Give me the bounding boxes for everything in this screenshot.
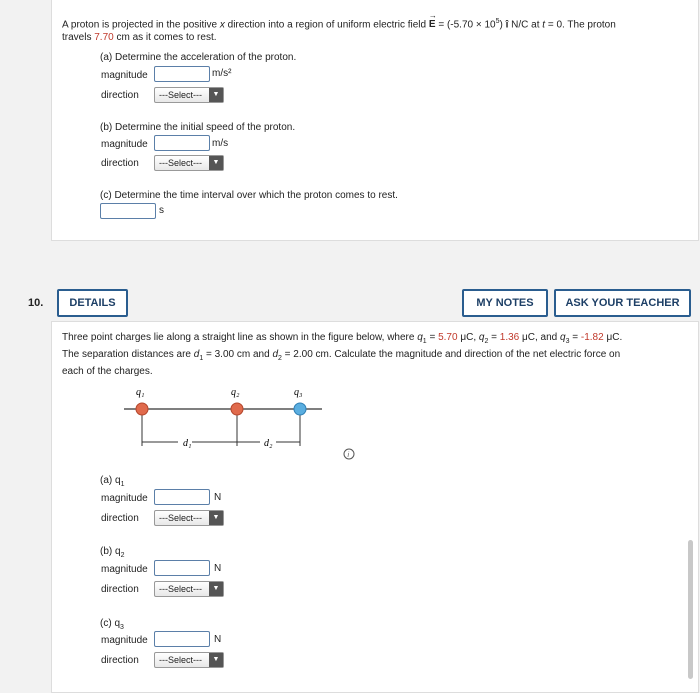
problem-9-text-line2: travels 7.70 cm as it comes to rest. (62, 32, 217, 43)
magnitude-label: magnitude (101, 70, 148, 81)
question-number: 10. (28, 297, 44, 309)
distance-value: 7.70 (94, 32, 114, 43)
problem-10-text-line3: each of the charges. (62, 366, 153, 377)
part-c-title: (c) Determine the time interval over which the proton comes to rest. (100, 190, 398, 201)
initial-speed-direction-select[interactable]: ---Select--- ▼ (154, 155, 224, 171)
info-icon-glyph: i (347, 452, 350, 459)
q1-positive-charge (136, 403, 148, 415)
time-interval-input[interactable] (100, 203, 156, 219)
unit-label: N (214, 563, 222, 574)
q3-label: q₃ (294, 387, 303, 398)
magnitude-label: magnitude (101, 564, 148, 575)
chevron-down-icon: ▼ (209, 582, 223, 596)
part-b-title: (b) $q_2$ (100, 546, 125, 559)
chevron-down-icon: ▼ (209, 88, 223, 102)
q2-value: 1.36 (499, 332, 520, 343)
problem-9-text-line1: A proton is projected in the positive x direction into a region of uniform electric field → $E = (-5.70 \times 10^5)$ î N/C at t = 0. The proton (62, 14, 616, 33)
magnitude-label: magnitude (101, 493, 148, 504)
unit-label: m/s (212, 138, 229, 149)
initial-speed-magnitude-input[interactable] (154, 135, 210, 151)
q3-negative-charge (294, 403, 306, 415)
q3-direction-select[interactable]: ---Select--- ▼ (154, 652, 224, 668)
direction-label: direction (101, 655, 139, 666)
d2-label: d₂ (264, 438, 273, 449)
part-a-title: (a) Determine the acceleration of the proton. (100, 52, 297, 63)
details-button[interactable]: DETAILS (57, 289, 128, 317)
my-notes-button[interactable]: MY NOTES (462, 289, 548, 317)
q3-magnitude-input[interactable] (154, 631, 210, 647)
ask-your-teacher-button[interactable]: ASK YOUR TEACHER (554, 289, 691, 317)
acceleration-direction-select[interactable]: ---Select--- ▼ (154, 87, 224, 103)
chevron-down-icon: ▼ (209, 156, 223, 170)
unit-label: N (214, 492, 222, 503)
direction-label: direction (101, 158, 139, 169)
charges-figure (120, 382, 360, 462)
part-b-title: (b) Determine the initial speed of the proton. (100, 122, 296, 133)
part-a-title: (a) $q_1$ (100, 475, 125, 488)
question-10-header (18, 281, 698, 321)
direction-label: direction (101, 584, 139, 595)
q3-value: -1.82 (580, 332, 604, 343)
d1-label: d₁ (183, 438, 192, 449)
scrollbar-thumb[interactable] (688, 540, 693, 679)
part-c-title: (c) $q_3$ (100, 618, 124, 631)
magnitude-label: magnitude (101, 139, 148, 150)
q1-magnitude-input[interactable] (154, 489, 210, 505)
problem-10-text-line2: The separation distances are $d_1 = 3.00$ cm and $d_2 = 2.00$ cm. Calculate the magnitude and direction of the net electric force on (62, 349, 621, 362)
unit-label: N (214, 634, 222, 645)
unit-label: m/s² (212, 68, 232, 79)
acceleration-magnitude-input[interactable] (154, 66, 210, 82)
problem-10-text-line1: Three point charges lie along a straight line as shown in the figure below, where $q_1 = 5.70$ μC, $q_2 = 1.36$ μC, and $q_3 = -1.82$ μC. (62, 332, 623, 345)
q1-label: q₁ (136, 387, 145, 398)
q1-value: 5.70 (438, 332, 458, 343)
q2-magnitude-input[interactable] (154, 560, 210, 576)
question-10-panel (51, 321, 699, 693)
q2-positive-charge (231, 403, 243, 415)
direction-label: direction (101, 513, 139, 524)
q2-direction-select[interactable]: ---Select--- ▼ (154, 581, 224, 597)
chevron-down-icon: ▼ (209, 511, 223, 525)
chevron-down-icon: ▼ (209, 653, 223, 667)
question-9-panel (51, 0, 699, 241)
direction-label: direction (101, 90, 139, 101)
magnitude-label: magnitude (101, 635, 148, 646)
q2-label: q₂ (231, 387, 240, 398)
unit-label: s (159, 205, 164, 216)
q1-direction-select[interactable]: ---Select--- ▼ (154, 510, 224, 526)
